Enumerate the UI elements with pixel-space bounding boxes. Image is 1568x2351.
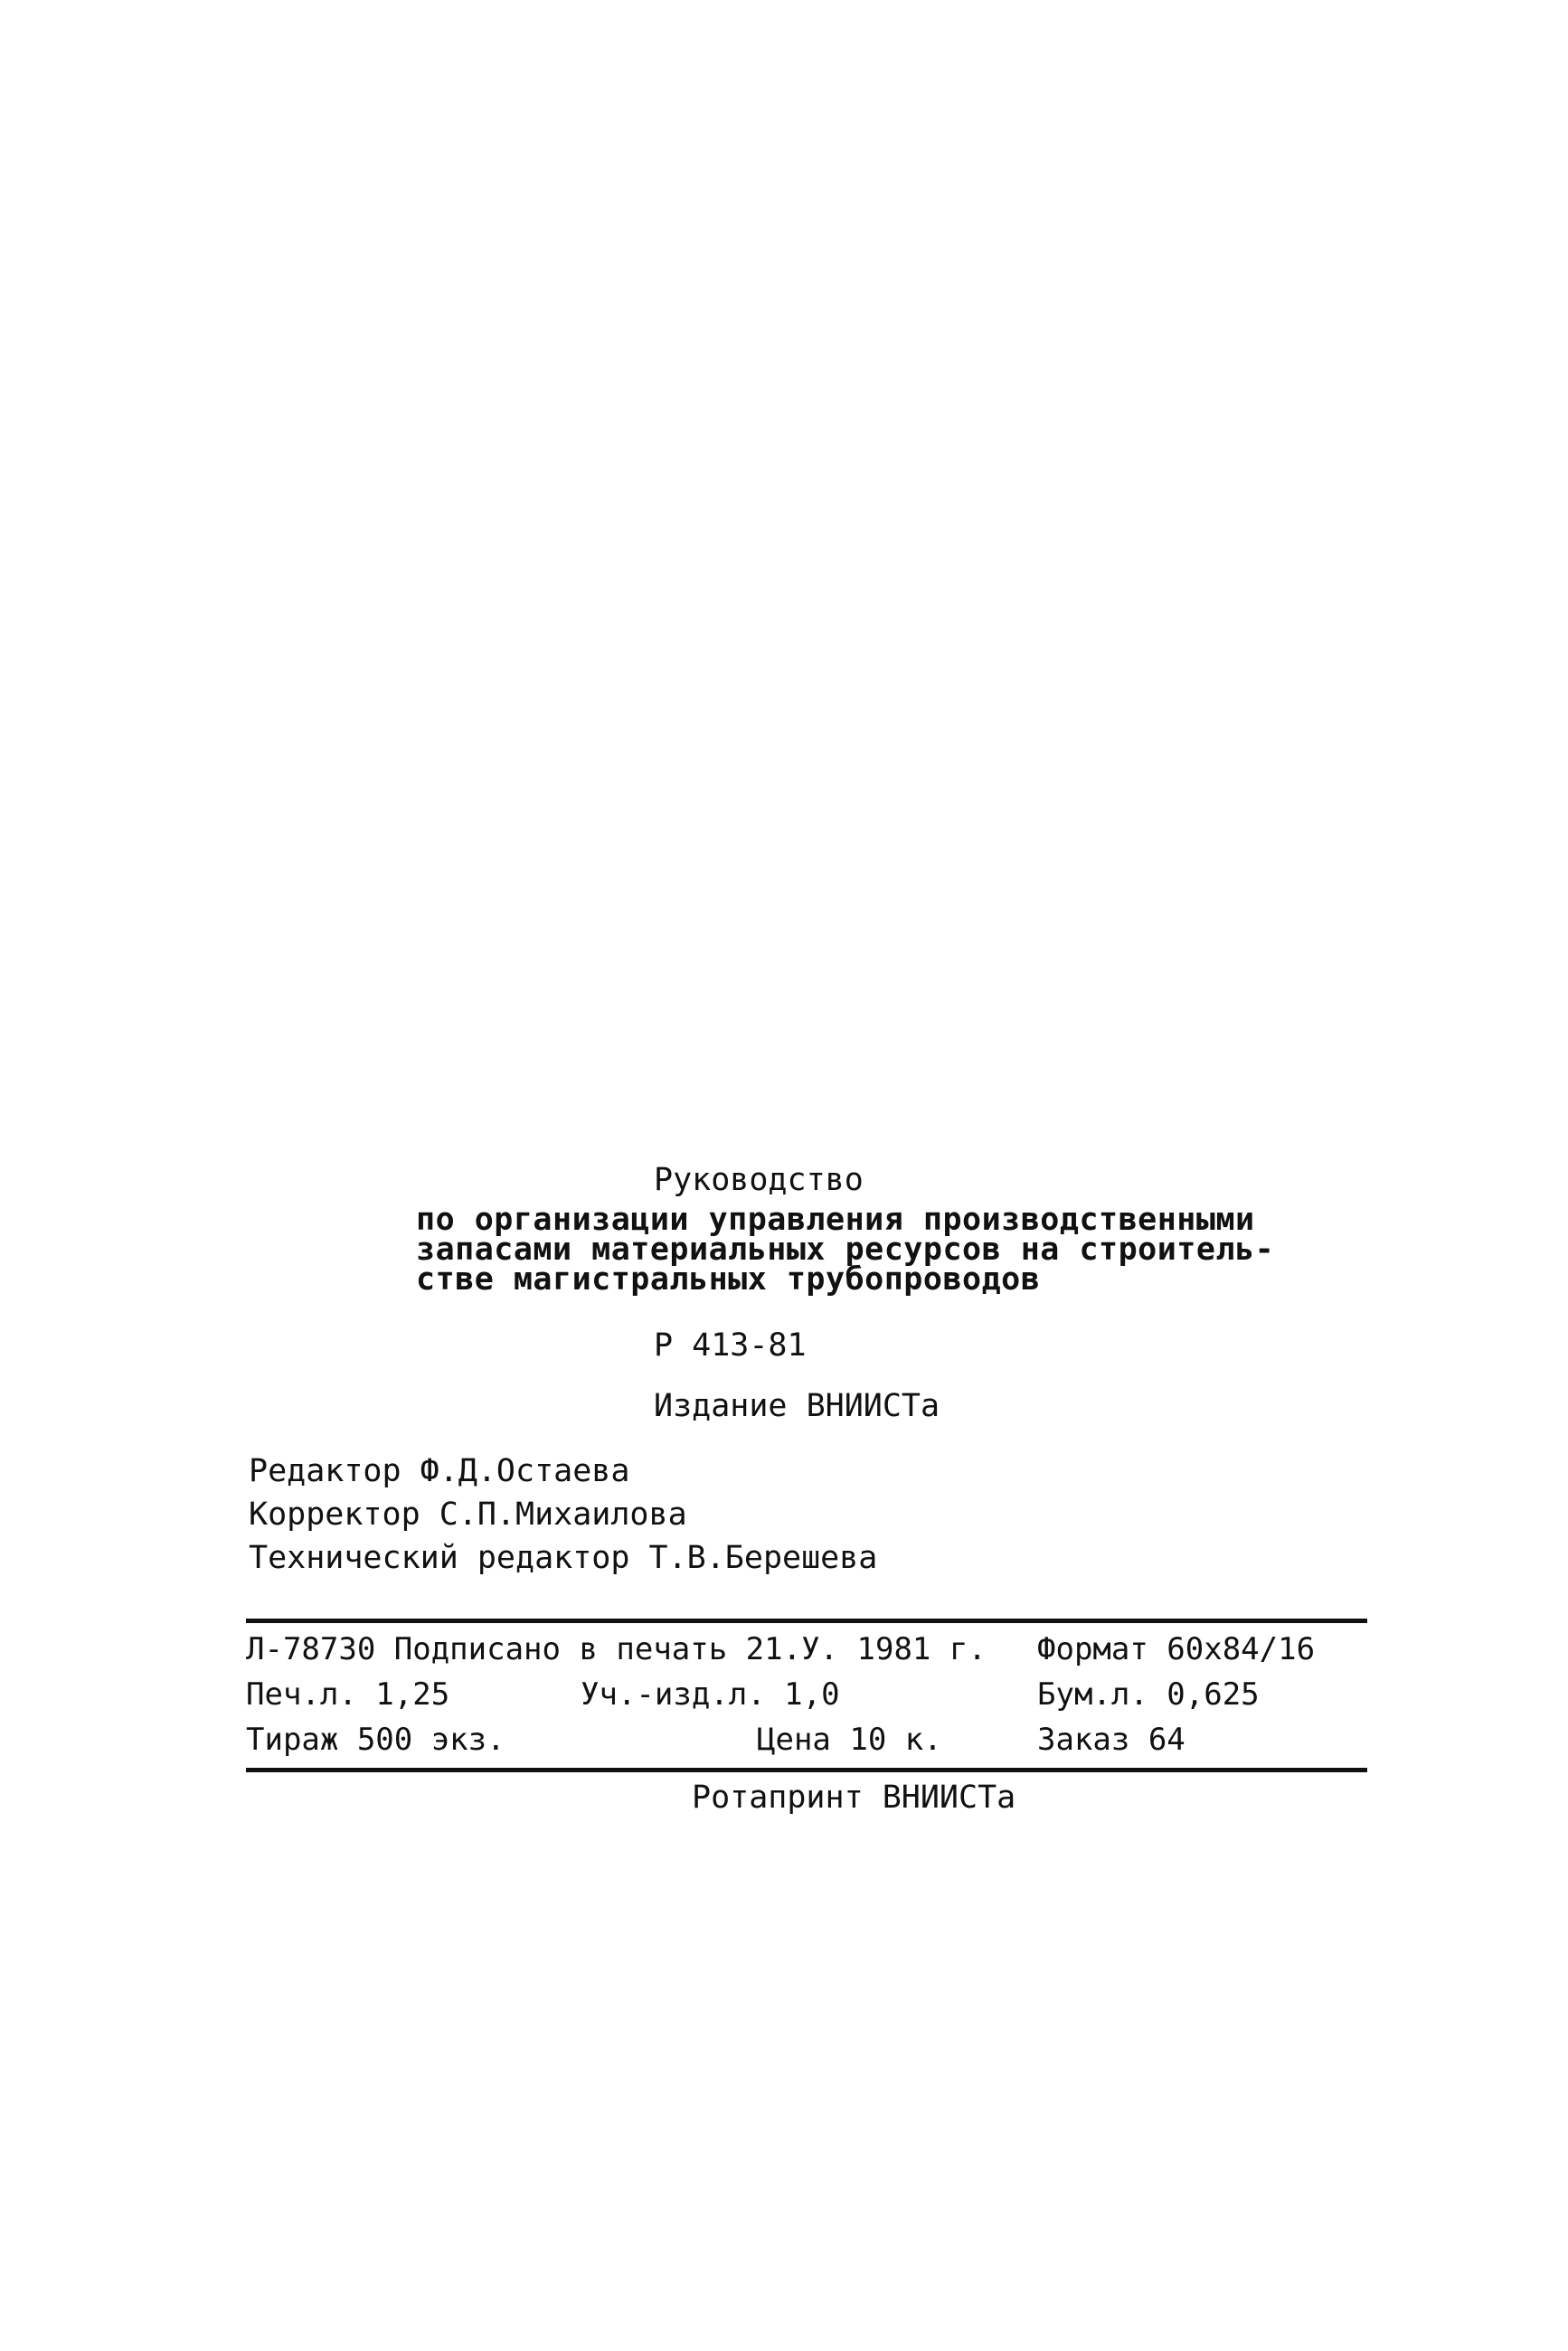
imprint-print-run: Тираж 500 экз. (246, 1722, 505, 1758)
imprint-top-rule (246, 1619, 1367, 1623)
staff-technical-editor: Технический редактор Т.В.Берешева (249, 1540, 878, 1576)
description-line: стве магистральных трубопроводов (416, 1261, 1041, 1298)
imprint-paper-sheets: Бум.л. 0,625 (1037, 1676, 1260, 1713)
imprint-price: Цена 10 к. (757, 1722, 942, 1758)
staff-editor: Редактор Ф.Д.Остаева (249, 1453, 630, 1489)
imprint-block (246, 1629, 1367, 1765)
imprint-format: Формат 60х84/16 (1037, 1631, 1316, 1667)
description-line: по организации управления производственными (416, 1202, 1255, 1238)
description-line: запасами материальных ресурсов на строитель- (416, 1232, 1275, 1268)
imprint-publisher-sheets: Уч.-изд.л. 1,0 (581, 1676, 840, 1713)
document-edition: Издание ВНИИСТа (654, 1388, 940, 1424)
document-title: Руководство (654, 1162, 864, 1198)
printer-name: Ротапринт ВНИИСТа (692, 1780, 1016, 1816)
staff-corrector: Корректор С.П.Михаилова (249, 1497, 687, 1533)
imprint-printed-sheets: Печ.л. 1,25 (246, 1676, 450, 1713)
document-description (416, 1202, 1275, 1298)
imprint-order: Заказ 64 (1037, 1722, 1185, 1758)
imprint-bottom-rule (246, 1768, 1367, 1772)
staff-list (249, 1449, 877, 1580)
imprint-license: Л-78730 Подписано в печать 21.У. 1981 г. (246, 1631, 987, 1667)
document-code: Р 413-81 (654, 1327, 807, 1364)
